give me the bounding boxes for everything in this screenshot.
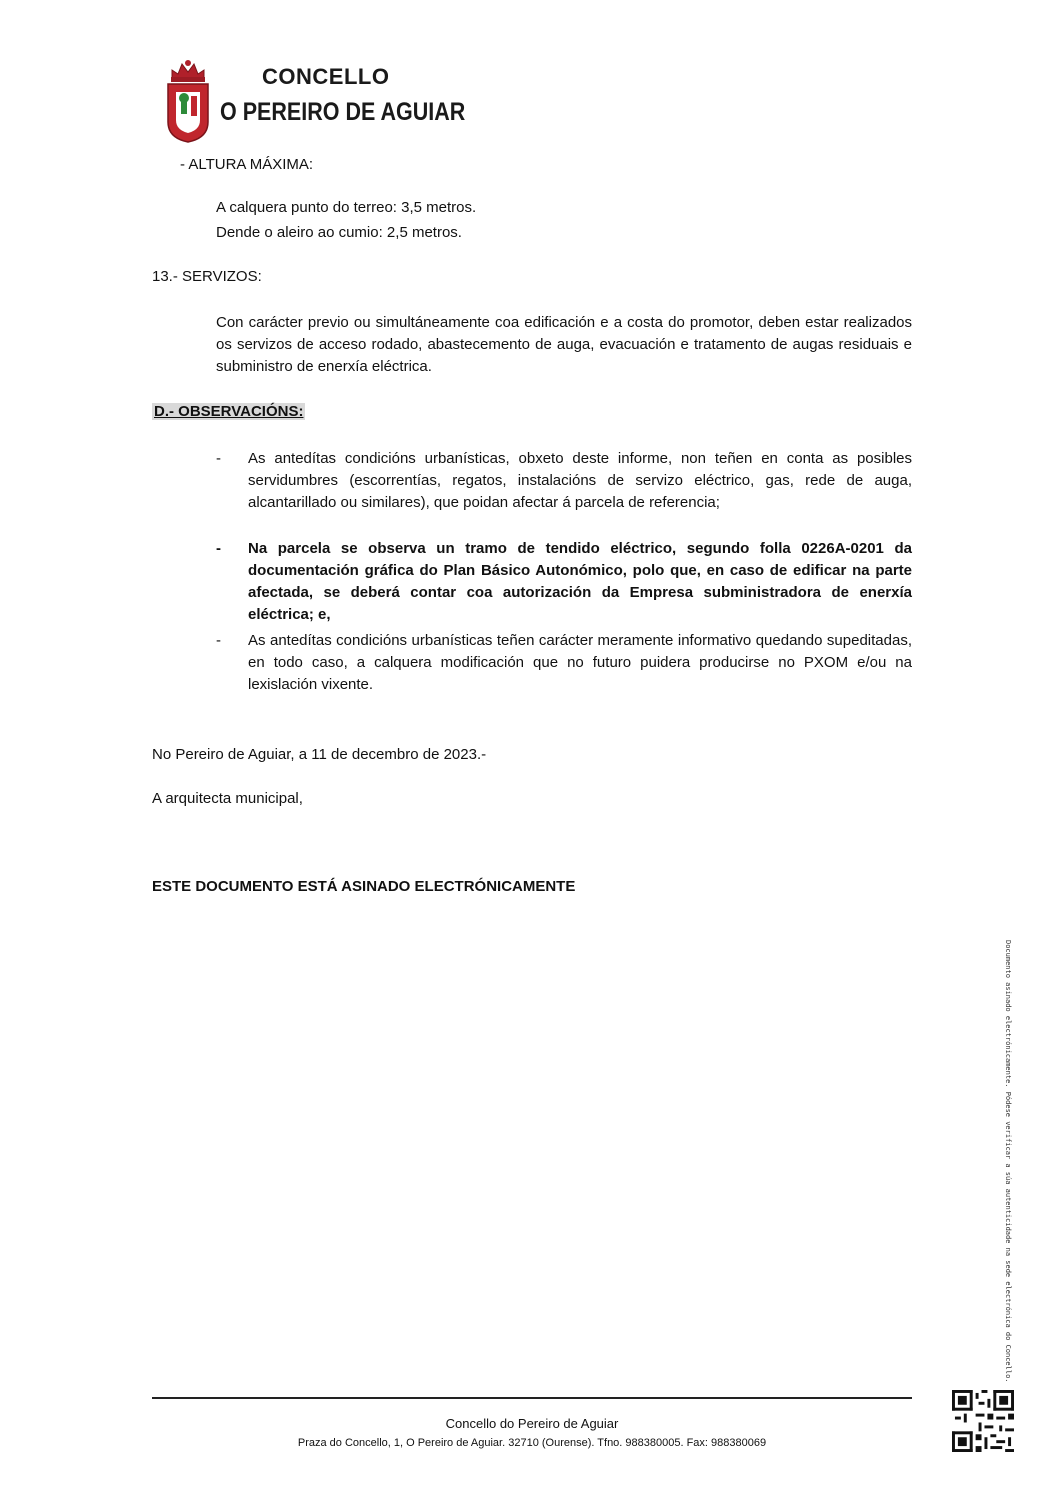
- signer-title: A arquitecta municipal,: [152, 790, 303, 807]
- height-label: - ALTURA MÁXIMA:: [180, 156, 314, 173]
- municipal-coat-of-arms: [164, 58, 212, 144]
- services-heading: 13.- SERVIZOS:: [152, 268, 262, 285]
- org-name-line2: O PEREIRO DE AGUIAR: [220, 98, 466, 126]
- esign-notice: ESTE DOCUMENTO ESTÁ ASINADO ELECTRÓNICAMENTE: [152, 878, 576, 895]
- footer-address: Praza do Concello, 1, O Pereiro de Aguiar. 32710 (Ourense). Tfno. 988380005. Fax: 988380069: [297, 1437, 767, 1449]
- height-line-2: Dende o aleiro ao cumio: 2,5 metros.: [216, 224, 462, 241]
- bullet-dash: -: [216, 632, 221, 649]
- services-body: Con carácter previo ou simultáneamente coa edificación e a costa do promotor, deben estar realizados os servizos de acceso rodado, abastecemento de auga, evacuación e tratamento de augas residuais e subministro de enerxía eléctrica.: [216, 314, 912, 375]
- footer-divider: [152, 1397, 912, 1399]
- observations-heading: [152, 401, 305, 423]
- footer-org-name: Concello do Pereiro de Aguiar: [445, 1416, 619, 1431]
- observation-item: [216, 448, 912, 514]
- observation-item: [216, 630, 912, 696]
- height-line-1: A calquera punto do terreo: 3,5 metros.: [216, 199, 477, 216]
- observation-item: [216, 538, 912, 626]
- observation-text: As antedítas condicións urbanísticas teñen carácter meramente informativo quedando supeditadas, en todo caso, a calquera modificación que no futuro puidera producirse no PXOM e/ou na lexislación vixente.: [248, 632, 912, 693]
- org-name-line1: CONCELLO: [262, 64, 390, 89]
- bullet-dash: -: [216, 450, 221, 467]
- bullet-dash: -: [216, 540, 221, 557]
- qr-code-icon[interactable]: [952, 1390, 1014, 1452]
- observation-text: As antedítas condicións urbanísticas, obxeto deste informe, non teñen en conta as posibles servidumbres (escorrentías, regatos, instalacións de servizo eléctrico, gas, rede de auga, alcantarillado ou similares), que poidan afectar á parcela de referencia;: [248, 450, 912, 511]
- verification-sidebar-text: Documento asinado electrónicamente. Pódese verificar a súa autenticidade na sede electrónica do Concello.: [1004, 940, 1012, 1383]
- observation-text: Na parcela se observa un tramo de tendido eléctrico, segundo folla 0226A-0201 da documentación gráfica do Plan Básico Autonómico, polo que, en caso de edificar na parte afectada, se deberá contar coa autorización da Empresa subministradora de enerxía eléctrica; e,: [248, 540, 912, 623]
- observations-heading-text: D.- OBSERVACIÓNS:: [154, 403, 304, 420]
- place-date: No Pereiro de Aguiar, a 11 de decembro de 2023.-: [152, 746, 487, 763]
